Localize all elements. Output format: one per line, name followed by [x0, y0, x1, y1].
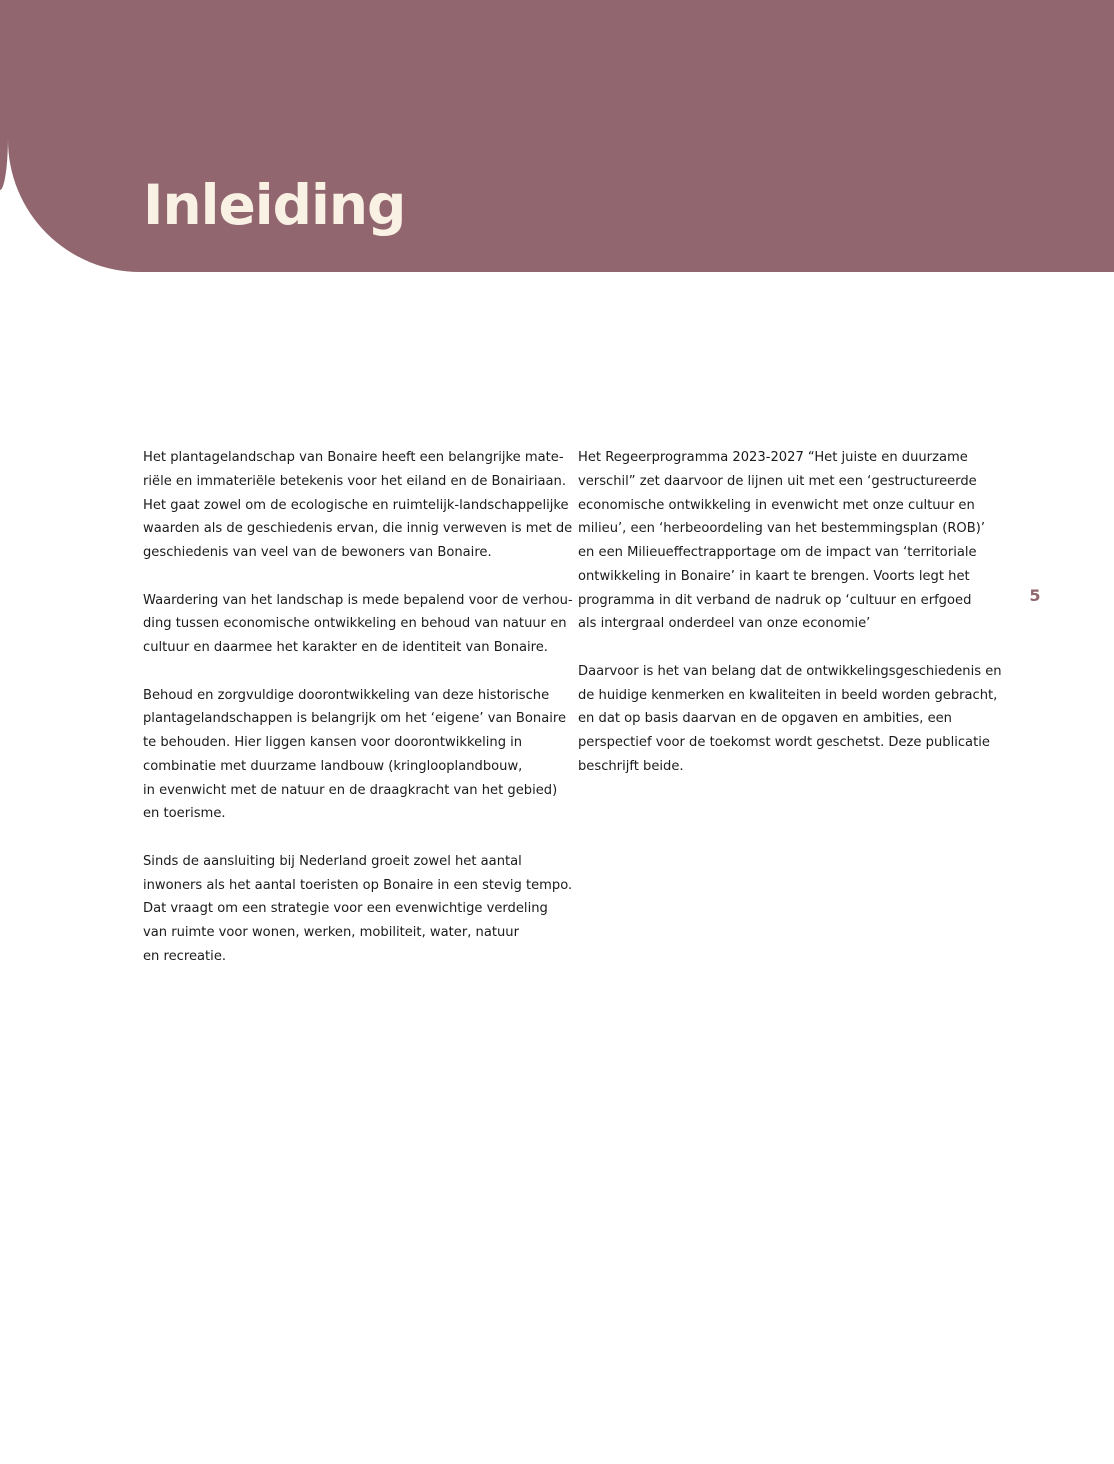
text-line: en dat op basis daarvan en de opgaven en ambities, een	[578, 711, 952, 727]
text-line: en recreatie.	[143, 948, 227, 964]
text-line: plantagelandschappen is belangrijk om het ‘eigene’ van Bonaire	[143, 711, 567, 727]
text-line: Het gaat zowel om de ecologische en ruimtelijk-landschappelijke	[143, 497, 569, 513]
text-line: verschil” zet daarvoor de lijnen uit met een ‘gestructureerde	[578, 473, 977, 489]
text-line: Waardering van het landschap is mede bepalend voor de verhou-	[143, 592, 573, 608]
text-line: riële en immateriële betekenis voor het eiland en de Bonairiaan.	[143, 473, 567, 489]
text-line: perspectief voor de toekomst wordt geschetst. Deze publicatie	[578, 735, 990, 750]
text-line: en een Milieueffectrapportage om de impact van ‘territoriale	[578, 545, 977, 560]
text-line: Dat vraagt om een strategie voor een evenwichtige verdeling	[143, 901, 548, 917]
text-line: Het plantagelandschap van Bonaire heeft een belangrijke mate-	[143, 450, 564, 465]
text-line: ding tussen economische ontwikkeling en behoud van natuur en	[143, 616, 567, 632]
paragraph	[578, 660, 1002, 779]
text-line: en toerisme.	[143, 806, 226, 822]
header-edge-decoration	[0, 0, 8, 190]
text-line: geschiedenis van veel van de bewoners van Bonaire.	[143, 545, 492, 560]
paragraph	[143, 589, 573, 660]
text-line: in evenwicht met de natuur en de draagkracht van het gebied)	[143, 782, 558, 798]
text-line: van ruimte voor wonen, werken, mobiliteit, water, natuur	[143, 925, 519, 940]
paragraph	[578, 446, 985, 636]
page-title: Inleiding	[143, 173, 406, 237]
text-line: programma in dit verband de nadruk op ‘cultuur en erfgoed	[578, 592, 972, 608]
text-line: waarden als de geschiedenis ervan, die innig verweven is met de	[143, 521, 573, 537]
text-line: Behoud en zorgvuldige doorontwikkeling van deze historische	[143, 687, 550, 703]
text-line: combinatie met duurzame landbouw (kringlooplandbouw,	[143, 758, 523, 774]
paragraph	[143, 684, 567, 827]
text-line: te behouden. Hier liggen kansen voor doorontwikkeling in	[143, 735, 523, 750]
text-line: Daarvoor is het van belang dat de ontwikkelingsgeschiedenis en	[578, 663, 1002, 679]
page-number: 5	[1029, 586, 1041, 605]
text-line: de huidige kenmerken en kwaliteiten in beeld worden gebracht,	[578, 687, 998, 703]
paragraph	[143, 850, 573, 969]
left-text-column	[143, 446, 573, 992]
text-line: economische ontwikkeling in evenwicht met onze cultuur en	[578, 497, 975, 513]
text-line: als intergraal onderdeel van onze economie’	[578, 616, 871, 632]
text-line: inwoners als het aantal toeristen op Bonaire in een stevig tempo.	[143, 877, 573, 893]
text-line: ontwikkeling in Bonaire’ in kaart te brengen. Voorts legt het	[578, 568, 970, 584]
text-line: cultuur en daarmee het karakter en de identiteit van Bonaire.	[143, 640, 548, 655]
text-line: Het Regeerprogramma 2023-2027 “Het juiste en duurzame	[578, 450, 968, 465]
text-line: beschrijft beide.	[578, 758, 684, 774]
text-line: milieu’, een ‘herbeoordeling van het bestemmingsplan (ROB)’	[578, 521, 985, 537]
paragraph	[143, 446, 573, 565]
text-line: Sinds de aansluiting bij Nederland groeit zowel het aantal	[143, 853, 522, 869]
right-text-column	[578, 446, 1002, 802]
